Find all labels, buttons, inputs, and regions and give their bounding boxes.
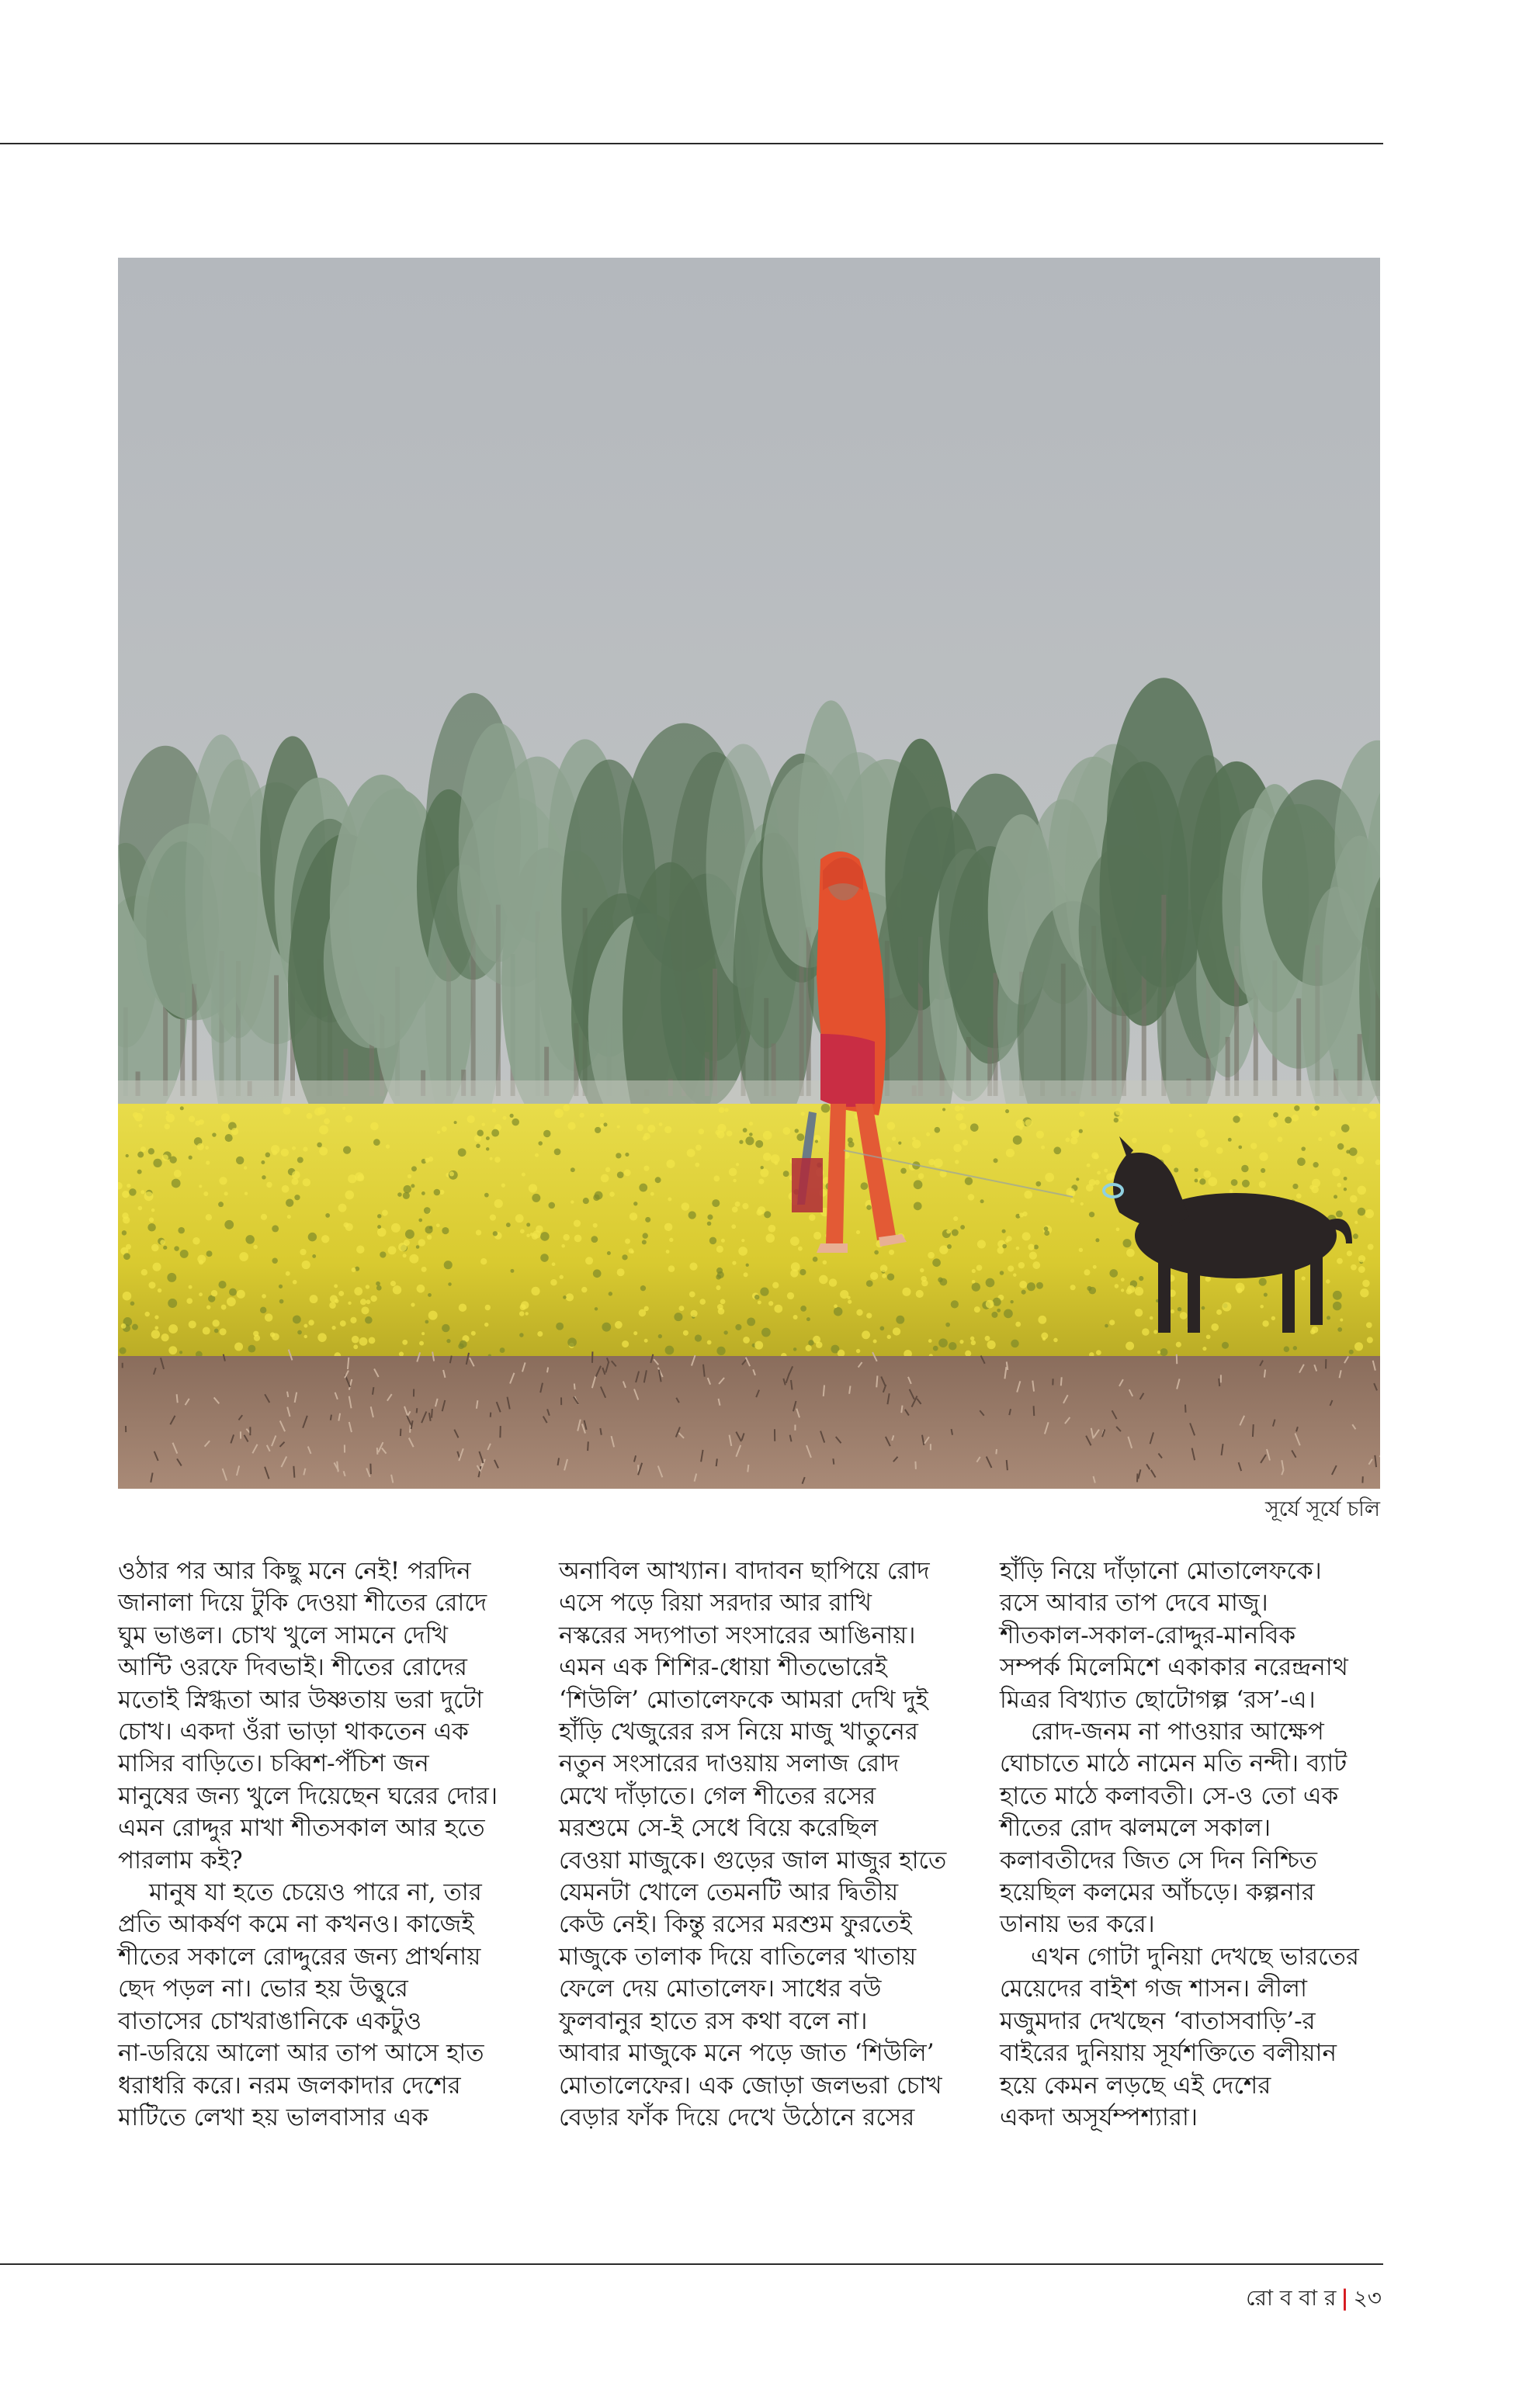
article-line: রসে আবার তাপ দেবে মাজু। <box>1000 1589 1268 1618</box>
article-line: এমন রোদ্দুর মাখা শীতসকাল আর হতে <box>118 1814 485 1843</box>
article-line: নতুন সংসারের দাওয়ায় সলাজ রোদ <box>559 1750 900 1778</box>
article-line: শীতকাল-সকাল-রোদ্দুর-মানবিক <box>1000 1621 1296 1649</box>
article-line: মাসির বাড়িতে। চব্বিশ-পঁচিশ জন <box>118 1750 429 1778</box>
article-line: ঘোচাতে মাঠে নামেন মতি নন্দী। ব্যাট <box>1000 1750 1348 1778</box>
article-column-2 <box>559 1555 962 2134</box>
article-column-1 <box>118 1555 522 2134</box>
magazine-name: রো ব বা র <box>1246 2285 1337 2311</box>
article-line: ‘শিউলি’ মোতালেফকে আমরা দেখি দুই <box>559 1685 928 1714</box>
article-line: জানালা দিয়ে টুকি দেওয়া শীতের রোদে <box>118 1589 487 1618</box>
article-line: হাঁড়ি নিয়ে দাঁড়ানো মোতালেফকে। <box>1000 1557 1322 1585</box>
article-line: সম্পর্ক মিলেমিশে একাকার নরেন্দ্রনাথ <box>1000 1653 1348 1682</box>
article-line: ঘুম ভাঙল। চোখ খুলে সামনে দেখি <box>118 1621 448 1649</box>
article-line: মেখে দাঁড়াতে। গেল শীতের রসের <box>559 1781 876 1810</box>
article-line: চোখ। একদা ওঁরা ভাড়া থাকতেন এক <box>118 1718 469 1746</box>
article-line: প্রতি আকর্ষণ কমে না কখনও। কাজেই <box>118 1910 474 1939</box>
article-line: ফুলবানুর হাতে রস কথা বলে না। <box>559 2006 868 2035</box>
article-line: বাতাসের চোখরাঙানিকে একটুও <box>118 2006 422 2035</box>
feature-photograph <box>118 258 1380 1489</box>
article-line: শীতের রোদ ঝলমলে সকাল। <box>1000 1814 1271 1843</box>
article-line: একদা অসূর্যম্পশ্যারা। <box>1000 2103 1198 2131</box>
article-line: মোতালেফের। এক জোড়া জলভরা চোখ <box>559 2071 942 2100</box>
article-line: হাতে মাঠে কলাবতী। সে-ও তো এক <box>1000 1781 1339 1810</box>
article-line: যেমনটা খোলে তেমনটি আর দ্বিতীয় <box>559 1878 899 1907</box>
article-line: আন্টি ওরফে দিবভাই। শীতের রোদের <box>118 1653 467 1682</box>
article-line: মানুষের জন্য খুলে দিয়েছেন ঘরের দোর। <box>118 1781 498 1810</box>
article-column-3 <box>1000 1555 1403 2134</box>
photo-soil <box>118 1356 1380 1489</box>
article-line: এসে পড়ে রিয়া সরদার আর রাখি <box>559 1589 872 1618</box>
bottom-rule <box>0 2263 1383 2265</box>
article-line: পারলাম কই? <box>118 1846 243 1875</box>
article-line: ফেলে দেয় মোতালেফ। সাধের বউ <box>559 1975 882 2003</box>
article-line: ডানায় ভর করে। <box>1000 1910 1155 1939</box>
article-line: না-ডরিয়ে আলো আর তাপ আসে হাত <box>118 2039 484 2068</box>
article-line: মরশুমে সে-ই সেধে বিয়ে করেছিল <box>559 1814 879 1843</box>
article-line: কেউ নেই। কিন্তু রসের মরশুম ফুরতেই <box>559 1910 912 1939</box>
article-line: মিত্রর বিখ্যাত ছোটোগল্প ‘রস’-এ। <box>1000 1685 1316 1714</box>
article-line: মজুমদার দেখছেন ‘বাতাসবাড়ি’-র <box>1000 2006 1316 2035</box>
article-line: শীতের সকালে রোদ্দুরের জন্য প্রার্থনায় <box>118 1942 481 1971</box>
page-number: ২৩ <box>1353 2285 1382 2311</box>
article-line: বেড়ার ফাঁক দিয়ে দেখে উঠোনে রসের <box>559 2103 915 2131</box>
article-line: এখন গোটা দুনিয়া দেখছে ভারতের <box>1031 1942 1359 1971</box>
footer-separator: | <box>1341 2285 1349 2311</box>
article-line: ওঠার পর আর কিছু মনে নেই! পরদিন <box>118 1557 471 1585</box>
article-line: ছেদ পড়ল না। ভোর হয় উত্তুরে <box>118 1975 408 2003</box>
article-line: অনাবিল আখ্যান। বাদাবন ছাপিয়ে রোদ <box>559 1557 930 1585</box>
article-line: মতোই স্নিগ্ধতা আর উষ্ণতায় ভরা দুটো <box>118 1685 484 1714</box>
article-line: মেয়েদের বাইশ গজ শাসন। লীলা <box>1000 1975 1307 2003</box>
article-line: বেওয়া মাজুকে। গুড়ের জাল মাজুর হাতে <box>559 1846 947 1875</box>
article-line: আবার মাজুকে মনে পড়ে জাত ‘শিউলি’ <box>559 2039 935 2068</box>
page-footer <box>1246 2281 1382 2318</box>
article-line: এমন এক শিশির-ধোয়া শীতভোরেই <box>559 1653 887 1682</box>
article-line: মানুষ যা হতে চেয়েও পারে না, তার <box>149 1878 482 1907</box>
article-line: মাটিতে লেখা হয় ভালবাসার এক <box>118 2103 428 2131</box>
photo-caption: সূর্যে সূর্যে চলি <box>1264 1497 1380 1521</box>
article-line: রোদ-জনম না পাওয়ার আক্ষেপ <box>1031 1718 1324 1746</box>
top-rule <box>0 143 1383 144</box>
article-line: হাঁড়ি খেজুরের রস নিয়ে মাজু খাতুনের <box>559 1718 918 1746</box>
article-line: হয়ে কেমন লড়ছে এই দেশের <box>1000 2071 1271 2100</box>
article-line: হয়েছিল কলমের আঁচড়ে। কল্পনার <box>1000 1878 1315 1907</box>
article-line: ধরাধরি করে। নরম জলকাদার দেশের <box>118 2071 461 2100</box>
article-line: বাইরের দুনিয়ায় সূর্যশক্তিতে বলীয়ান <box>1000 2039 1337 2068</box>
article-line: নস্করের সদ্যপাতা সংসারের আঙিনায়। <box>559 1621 916 1649</box>
article-line: মাজুকে তালাক দিয়ে বাতিলের খাতায় <box>559 1942 917 1971</box>
article-line: কলাবতীদের জিত সে দিন নিশ্চিত <box>1000 1846 1318 1875</box>
